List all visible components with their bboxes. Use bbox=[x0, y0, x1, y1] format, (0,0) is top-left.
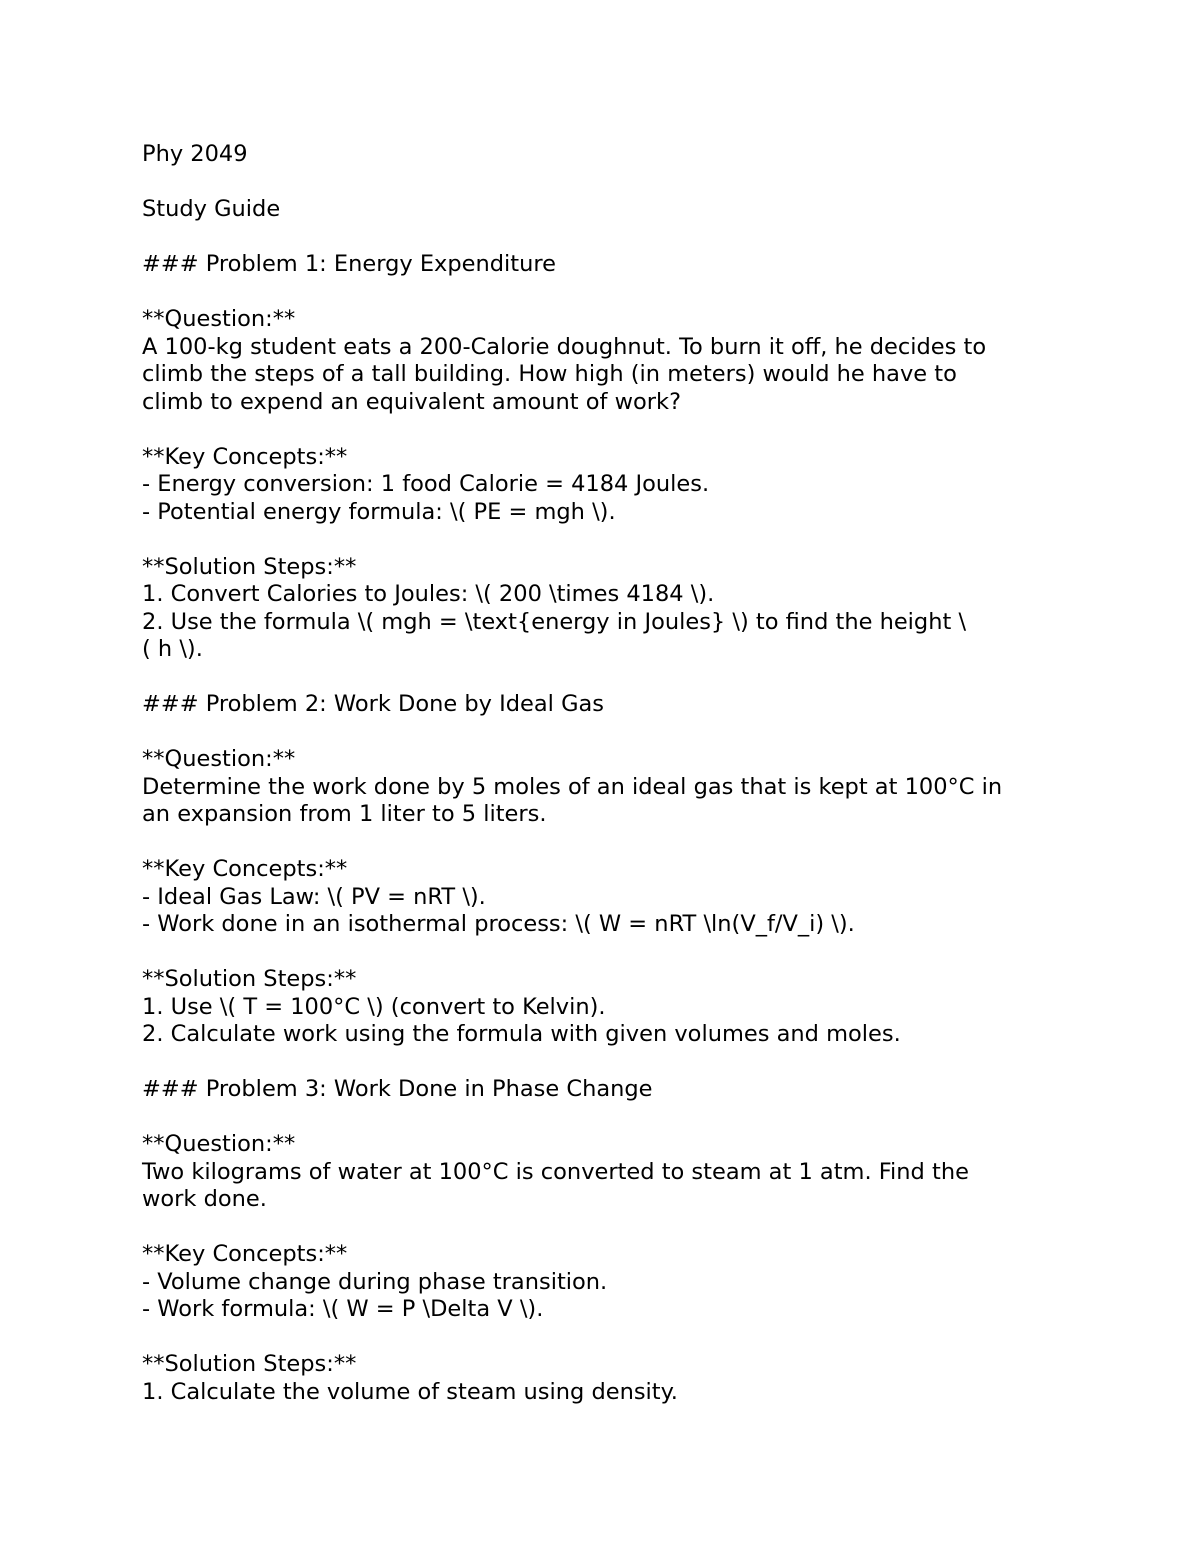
solution-steps-label: **Solution Steps:** bbox=[142, 1351, 357, 1377]
question-text-line: an expansion from 1 liter to 5 liters. bbox=[142, 801, 547, 827]
solution-step: 2. Calculate work using the formula with given volumes and moles. bbox=[142, 1021, 901, 1047]
concept-item: - Potential energy formula: \( PE = mgh \). bbox=[142, 498, 616, 525]
solution-step: 1. Use \( T = 100°C \) (convert to Kelvin). bbox=[142, 993, 606, 1020]
solution-step: ( h \). bbox=[142, 636, 203, 662]
question-label: **Question:** bbox=[142, 306, 296, 332]
concept-item: - Work done in an isothermal process: \( W = nRT \ln(V_f/V_i) \). bbox=[142, 911, 855, 937]
question-label: **Question:** bbox=[142, 746, 296, 772]
problem-heading: ### Problem 2: Work Done by Ideal Gas bbox=[142, 691, 605, 717]
key-concepts-label: **Key Concepts:** bbox=[142, 856, 348, 882]
key-concepts-label: **Key Concepts:** bbox=[142, 1241, 348, 1267]
question-text-line: Determine the work done by 5 moles of an ideal gas that is kept at 100°C in bbox=[142, 773, 1003, 800]
document-body bbox=[142, 141, 1062, 1406]
course-code: Phy 2049 bbox=[142, 141, 248, 167]
document-title: Study Guide bbox=[142, 196, 281, 222]
concept-item: - Energy conversion: 1 food Calorie = 4184 Joules. bbox=[142, 471, 710, 497]
problem-section-3 bbox=[142, 1076, 1062, 1406]
solution-steps-label: **Solution Steps:** bbox=[142, 966, 357, 992]
question-text-line: Two kilograms of water at 100°C is converted to steam at 1 atm. Find the bbox=[142, 1158, 969, 1185]
concept-item: - Work formula: \( W = P \Delta V \). bbox=[142, 1296, 544, 1322]
key-concepts-label: **Key Concepts:** bbox=[142, 443, 348, 470]
concept-item: - Ideal Gas Law: \( PV = nRT \). bbox=[142, 883, 486, 910]
problem-section-2 bbox=[142, 691, 1062, 1076]
problem-section-1 bbox=[142, 251, 1062, 691]
problem-heading: ### Problem 3: Work Done in Phase Change bbox=[142, 1076, 653, 1102]
solution-steps-label: **Solution Steps:** bbox=[142, 553, 357, 580]
solution-step: 2. Use the formula \( mgh = \text{energy in Joules} \) to find the height \ bbox=[142, 608, 967, 635]
concept-item: - Volume change during phase transition. bbox=[142, 1268, 608, 1295]
question-text-line: work done. bbox=[142, 1186, 267, 1212]
solution-step: 1. Calculate the volume of steam using density. bbox=[142, 1378, 678, 1405]
question-label: **Question:** bbox=[142, 1131, 296, 1157]
question-text-line: climb the steps of a tall building. How high (in meters) would he have to bbox=[142, 361, 957, 387]
question-text-line: A 100-kg student eats a 200-Calorie doughnut. To burn it off, he decides to bbox=[142, 333, 987, 360]
problem-heading: ### Problem 1: Energy Expenditure bbox=[142, 251, 556, 277]
solution-step: 1. Convert Calories to Joules: \( 200 \times 4184 \). bbox=[142, 581, 715, 607]
question-text-line: climb to expend an equivalent amount of work? bbox=[142, 388, 682, 415]
